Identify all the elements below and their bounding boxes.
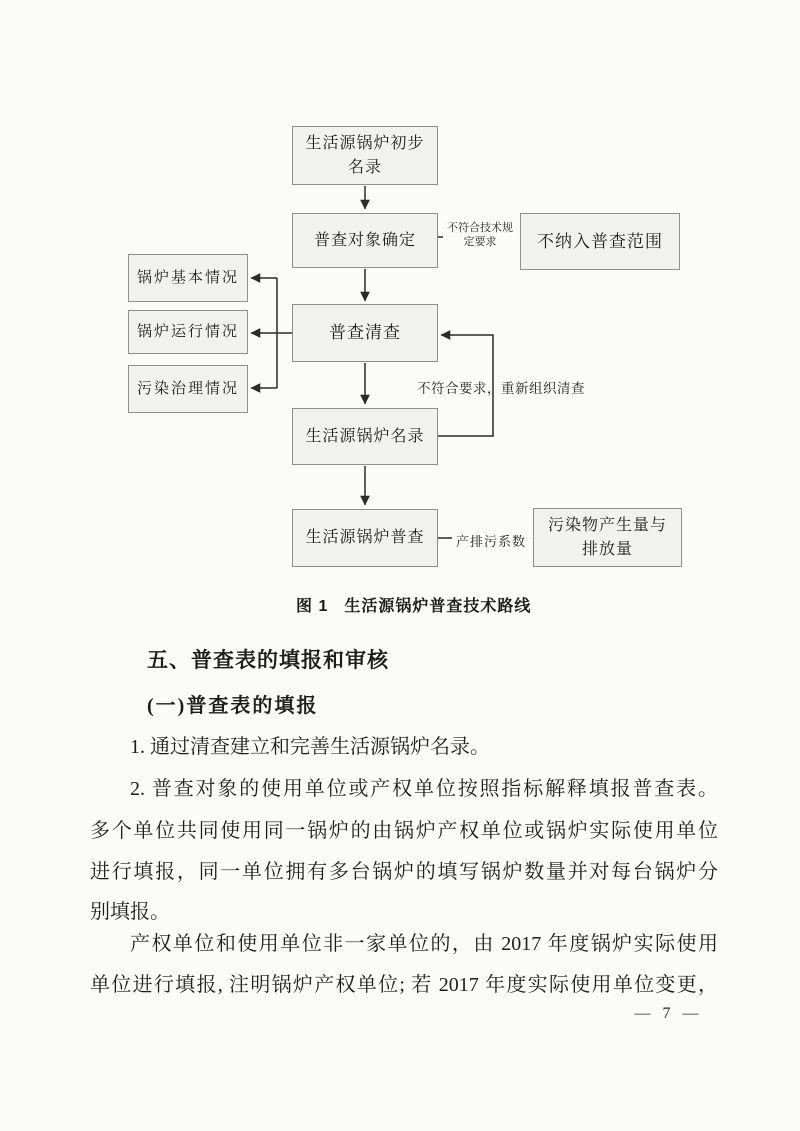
edge-label-recheck: 不符合要求，重新组织清查 bbox=[417, 381, 585, 396]
edge-label-not-meeting-spec: 不符合技术规定要求 bbox=[443, 222, 517, 249]
node-boiler-basic-info: 锅炉基本情况 bbox=[128, 254, 248, 302]
sub-section-heading: (一)普查表的填报 bbox=[147, 695, 319, 717]
node-pollution-treatment-info: 污染治理情况 bbox=[128, 365, 248, 413]
body-text-line: 多个单位共同使用同一锅炉的由锅炉产权单位或锅炉实际使用单位 bbox=[90, 820, 718, 842]
body-text-line: 2. 普查对象的使用单位或产权单位按照指标解释填报普查表。 bbox=[130, 778, 718, 800]
body-text-line: 产权单位和使用单位非一家单位的，由 2017 年度锅炉实际使用 bbox=[130, 933, 718, 955]
section-heading: 五、普查表的填报和审核 bbox=[147, 649, 389, 672]
body-text-line: 单位进行填报, 注明锅炉产权单位; 若 2017 年度实际使用单位变更， bbox=[90, 974, 718, 996]
node-object-determination: 普查对象确定 bbox=[292, 213, 438, 268]
figure-caption-title: 生活源锅炉普查技术路线 bbox=[344, 598, 532, 615]
node-boiler-list: 生活源锅炉名录 bbox=[292, 408, 438, 465]
node-preliminary-list: 生活源锅炉初步名录 bbox=[292, 126, 438, 185]
node-excluded-from-census: 不纳入普查范围 bbox=[520, 213, 680, 270]
body-text-line: 别填报。 bbox=[90, 901, 170, 923]
figure-caption-number: 图 1 bbox=[296, 598, 329, 615]
body-text-line: 1. 通过清查建立和完善生活源锅炉名录。 bbox=[130, 736, 490, 758]
node-census-check: 普查清查 bbox=[292, 304, 438, 362]
figure-caption bbox=[296, 593, 531, 616]
edge-label-coefficient: 产排污系数 bbox=[452, 531, 530, 550]
page-number: — 7 — bbox=[634, 1005, 700, 1022]
node-pollutant-amount: 污染物产生量与排放量 bbox=[533, 508, 682, 567]
node-boiler-operation-info: 锅炉运行情况 bbox=[128, 310, 248, 354]
node-boiler-census: 生活源锅炉普查 bbox=[292, 509, 438, 567]
body-text-line: 进行填报，同一单位拥有多台锅炉的填写锅炉数量并对每台锅炉分 bbox=[90, 861, 718, 883]
